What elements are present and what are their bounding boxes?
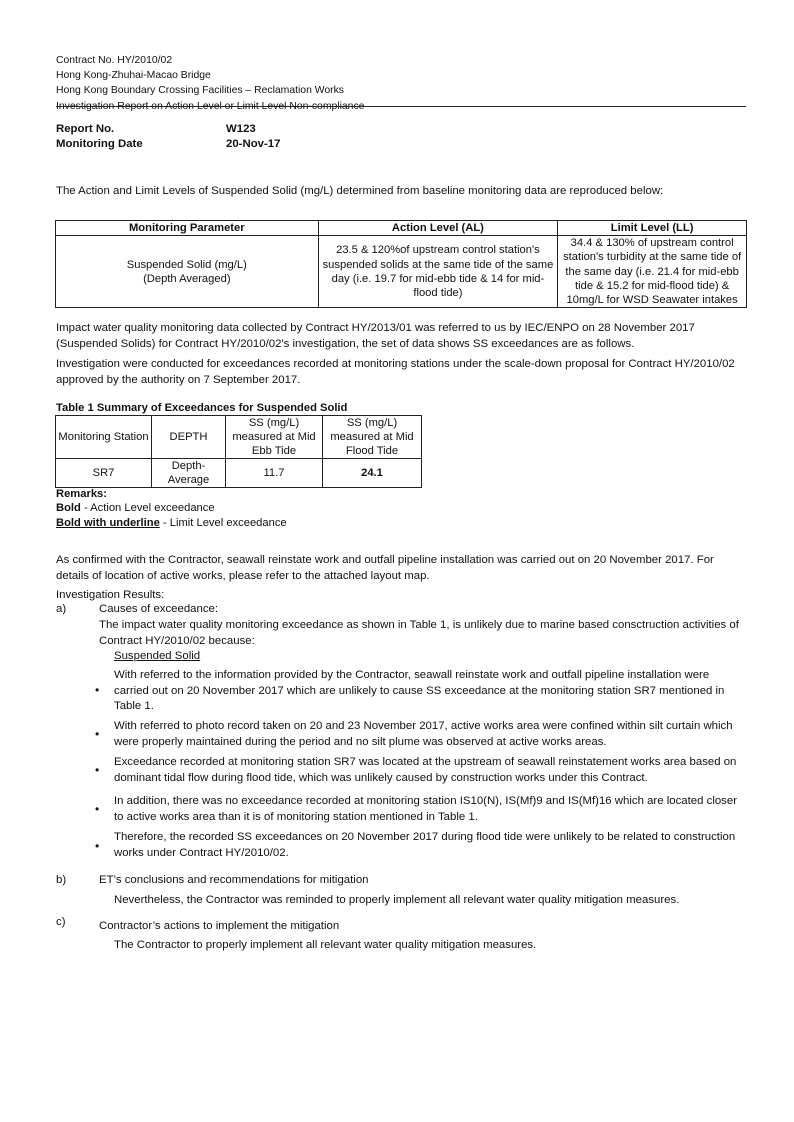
underline-legend-text: - Limit Level exceedance [159,516,287,529]
report-type: Investigation Report on Action Level or Limit Level Non-compliance [56,100,365,112]
item-c-title: Contractor’s actions to implement the mitigation [99,920,340,932]
item-c-text: The Contractor to properly implement all relevant water quality mitigation measures. [114,939,537,951]
depth-cell: Depth-Average [152,459,226,488]
item-c-letter: c) [56,916,66,928]
report-no-label: Report No. [56,123,115,135]
item-a-letter: a) [56,603,67,615]
suspended-solid-subheading: Suspended Solid [114,650,201,662]
header-monitoring-parameter: Monitoring Parameter [56,221,319,236]
document-header [56,53,746,114]
header-ss-ebb: SS (mg/L) measured at Mid Ebb Tide [226,416,323,459]
monitoring-date-value: 20-Nov-17 [226,138,281,150]
action-limit-levels-table [55,220,747,308]
project-subtitle: Hong Kong Boundary Crossing Facilities – Reclamation Works [56,85,344,97]
parameter-qualifier: (Depth Averaged) [143,272,231,285]
bullet-5-marker: • [95,839,100,853]
parameter-cell [56,236,319,308]
bullet-5-text: Therefore, the recorded SS exceedances on 20 November 2017 during flood tide were unlikely to be related to construction works under Contract HY/2010/02. [114,831,736,859]
item-a-title: Causes of exceedance: [99,603,219,615]
results-title: Investigation Results: [56,589,165,601]
intro-paragraph: The Action and Limit Levels of Suspended Solid (mg/L) determined from baseline monitoring data are reproduced below: [56,185,664,197]
remarks [56,487,287,530]
ss-ebb-cell: 11.7 [226,459,323,488]
header-divider [56,106,746,107]
contract-number: Contract No. HY/2010/02 [56,55,173,66]
impact-data-paragraph: Impact water quality monitoring data collected by Contract HY/2013/01 was referred to us by IEC/ENPO on 28 November 2017 (Suspended Solids) for Contract HY/2010/02's investigation, the set of data shows SS exceedances are as follows. [56,322,695,350]
item-b-text: Nevertheless, the Contractor was reminded to properly implement all relevant water quality mitigation measures. [114,894,680,906]
header-ss-flood: SS (mg/L) measured at Mid Flood Tide [323,416,422,459]
report-meta [56,122,280,152]
header-depth: DEPTH [152,416,226,459]
monitoring-date-label: Monitoring Date [56,138,143,150]
table-row [56,459,422,488]
bullet-4-marker: • [95,802,100,816]
ss-flood-cell: 24.1 [323,459,422,488]
item-b-title: ET’s conclusions and recommendations for mitigation [99,874,369,886]
bullet-4-text: In addition, there was no exceedance recorded at monitoring station IS10(N), IS(Mf)9 and IS(Mf)16 which are located closer to active works area than it is of monitoring station mentioned in Table 1. [114,795,738,823]
table-header-row [56,416,422,459]
station-cell: SR7 [56,459,152,488]
parameter-name: Suspended Solid (mg/L) [126,258,247,271]
investigation-paragraph: Investigation were conducted for exceedances recorded at monitoring stations under the scale-down proposal for Contract HY/2010/02 approved by the authority on 7 September 2017. [56,358,735,386]
report-no-value: W123 [226,123,256,135]
header-limit-level: Limit Level (LL) [558,221,747,236]
project-name: Hong Kong-Zhuhai-Macao Bridge [56,70,211,82]
bold-legend-label: Bold [56,502,81,515]
item-a-intro: The impact water quality monitoring exceedance as shown in Table 1, is unlikely due to marine based consctruction activities of Contract HY/2010/02 because: [99,619,739,647]
table-header-row [56,221,747,236]
table1-title: Table 1 Summary of Exceedances for Suspended Solid [56,402,348,414]
limit-level-cell: 34.4 & 130% of upstream control station's turbidity at the same tide of the same day (i.e. 21.4 for mid-ebb tide & 15.2 for mid-flood tide) & 10mg/L for WSD Seawater intakes [558,236,747,308]
action-level-cell: 23.5 & 120%of upstream control station's suspended solids at the same tide of the same day (i.e. 19.7 for mid-ebb tide & 14 for mid-flood tide) [318,236,558,308]
confirmed-paragraph: As confirmed with the Contractor, seawall reinstate work and outfall pipeline installation was carried out on 20 November 2017. For details of location of active works, please refer to the attached layout map. [56,554,714,582]
bullet-2-text: With referred to photo record taken on 20 and 23 November 2017, active works area were confined within silt curtain which were properly maintained during the period and no silt plume was observed at active works areas. [114,720,733,748]
item-b-letter: b) [56,874,67,886]
bold-legend-text: - Action Level exceedance [80,502,215,515]
bullet-1-text: With referred to the information provided by the Contractor, seawall reinstate work and outfall pipeline installation were carried out on 20 November 2017 which are unlikely to cause SS exceedance at the monitoring station SR7 mentioned in Table 1. [114,669,725,712]
table-row [56,236,747,308]
underline-legend-label: Bold with underline [56,516,160,529]
header-action-level: Action Level (AL) [318,221,558,236]
remarks-title: Remarks: [56,488,107,500]
bullet-2-marker: • [95,727,100,741]
header-monitoring-station: Monitoring Station [56,416,152,459]
exceedance-summary-table [55,415,422,488]
bullet-3-marker: • [95,763,100,777]
bullet-1-marker: • [95,683,100,697]
bullet-3-text: Exceedance recorded at monitoring station SR7 was located at the upstream of seawall reinstatement works area based on dominant tidal flow during flood tide, which was unlikely caused by construction works under this Contract. [114,756,737,784]
